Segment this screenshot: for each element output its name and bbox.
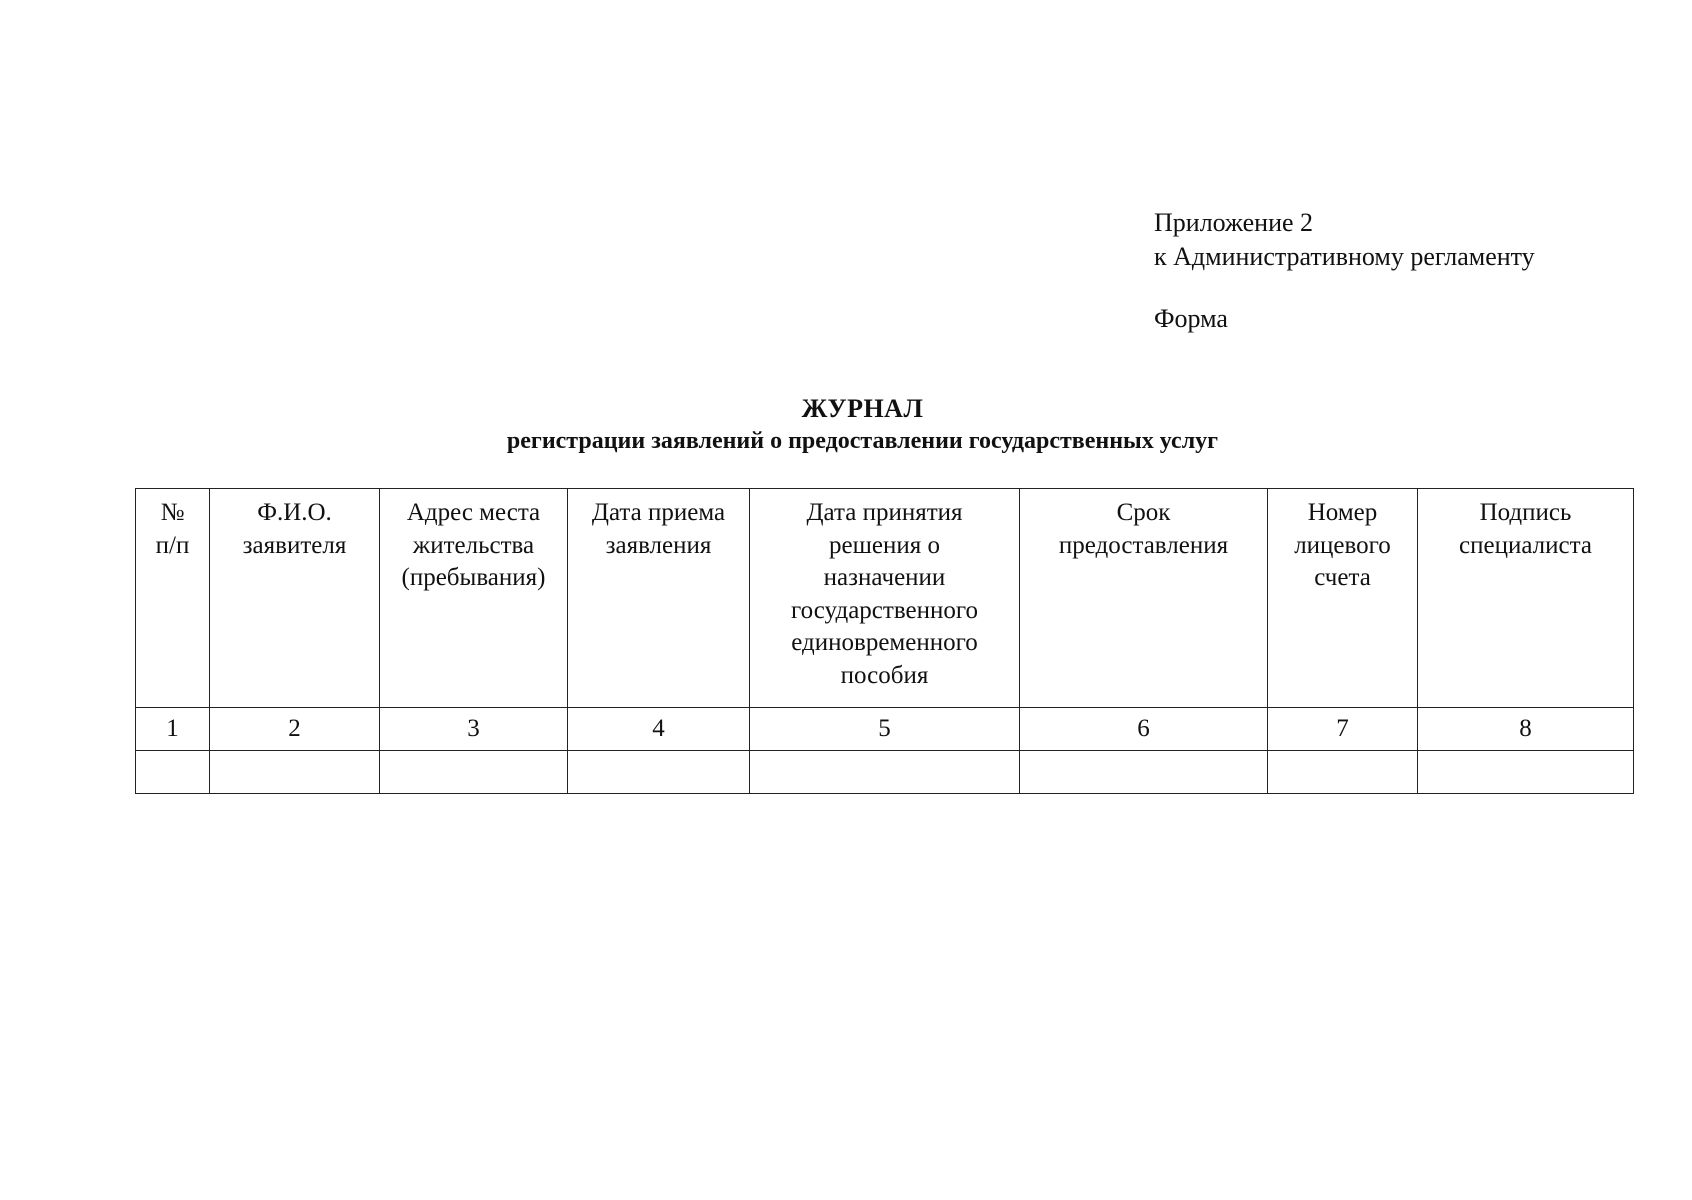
column-number-cell: 3	[380, 708, 568, 751]
table-cell	[1020, 751, 1268, 794]
column-number-cell: 2	[210, 708, 380, 751]
header-text: Номер лицевого счета	[1294, 499, 1391, 591]
header-text: № п/п	[155, 499, 190, 559]
column-number-cell: 8	[1418, 708, 1634, 751]
table-row	[136, 751, 1634, 794]
appendix-line-1: Приложение 2	[1154, 208, 1314, 237]
journal-title: ЖУРНАЛ	[801, 394, 924, 423]
registration-journal-table	[135, 488, 1634, 794]
table-cell	[380, 751, 568, 794]
column-number-cell: 7	[1268, 708, 1418, 751]
table-cell	[210, 751, 380, 794]
header-text: Ф.И.О. заявителя	[242, 499, 347, 559]
column-number-cell: 5	[750, 708, 1020, 751]
form-label: Форма	[1154, 304, 1228, 333]
header-cell-provision-term	[1020, 489, 1268, 708]
header-cell-decision-date	[750, 489, 1020, 708]
header-text: Подпись специалиста	[1459, 499, 1592, 559]
header-row	[136, 489, 1634, 708]
journal-heading	[0, 392, 1692, 456]
header-text: Срок предоставления	[1058, 499, 1229, 559]
table-cell	[750, 751, 1020, 794]
header-text: Адрес места жительства (пребывания)	[401, 499, 546, 591]
column-number-cell: 6	[1020, 708, 1268, 751]
table-cell	[1418, 751, 1634, 794]
header-cell-applicant-name	[210, 489, 380, 708]
header-cell-address	[380, 489, 568, 708]
appendix-line-2: к Административному регламенту	[1154, 242, 1535, 271]
column-number-cell: 1	[136, 708, 210, 751]
header-text: Дата принятия решения о назначении государственного единовременного пособия	[791, 499, 978, 689]
column-number-cell: 4	[568, 708, 750, 751]
journal-subtitle: регистрации заявлений о предоставлении государственных услуг	[506, 428, 1219, 454]
header-text: Дата приема заявления	[591, 499, 726, 559]
appendix-note	[1154, 206, 1535, 336]
header-cell-number	[136, 489, 210, 708]
header-cell-account-number	[1268, 489, 1418, 708]
table-cell	[1268, 751, 1418, 794]
column-number-row	[136, 708, 1634, 751]
header-cell-specialist-signature	[1418, 489, 1634, 708]
header-cell-application-date	[568, 489, 750, 708]
table-cell	[568, 751, 750, 794]
table-cell	[136, 751, 210, 794]
